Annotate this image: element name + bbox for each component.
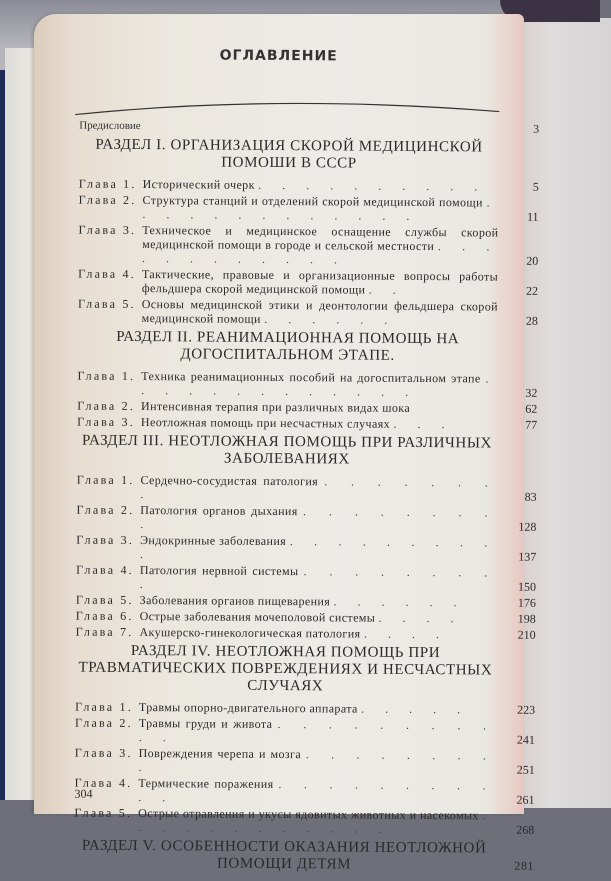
toc-entry-chapter: [74, 775, 535, 807]
section-heading: [74, 837, 535, 875]
page-number: 5: [532, 179, 539, 194]
leader-dots: . . .: [393, 416, 454, 432]
chapter-label: Глава 4.: [74, 775, 133, 790]
leader-dots: . . . . .: [361, 701, 470, 717]
chapter-title: Интенсивная терапия при различных видах шока: [141, 399, 411, 415]
section-title-line: РАЗДЕЛ III. НЕОТЛОЖНАЯ ПОМОЩЬ ПРИ РАЗЛИЧНЫХ: [81, 432, 493, 452]
chapter-title: Эндокринные заболевания: [140, 533, 287, 549]
leader-dots: . . . . . . . . .: [138, 747, 495, 775]
page-title: ОГЛАВЛЕНИЕ: [219, 47, 338, 65]
toc-entry-chapter: [77, 398, 538, 416]
title-rule: [75, 95, 499, 122]
chapter-label: Глава 3.: [77, 414, 135, 430]
leader-dots: . . . . . . . . . . . . .: [142, 195, 499, 223]
leader-dots: . . . . . .: [333, 594, 466, 610]
chapter-label: Глава 5.: [74, 805, 133, 820]
leader-dots: . . . . . . . . . .: [258, 177, 487, 194]
chapter-label: Глава 2.: [76, 502, 135, 518]
toc-page-content: [29, 12, 540, 873]
section-title-line: ТРАВМАТИЧЕСКИХ ПОВРЕЖДЕНИЯХ И НЕСЧАСТНЫХ: [78, 659, 493, 679]
chapter-title: Острые заболевания мочеполовой системы: [139, 609, 376, 625]
page-number: 3: [533, 121, 540, 136]
leader-dots: . .: [368, 282, 405, 297]
chapter-title: Структура станций и отделений скорой медицинской помощи: [142, 193, 483, 210]
toc-entry-chapter: [78, 266, 539, 298]
chapter-label: Глава 1.: [76, 472, 135, 488]
section-title-line: ПОМОШИ В СССР: [221, 154, 357, 172]
page-number: 22: [526, 283, 539, 298]
page-number: 150: [517, 579, 537, 594]
chapter-title: Заболевания органов пищеварения: [139, 593, 331, 609]
page-number: 83: [524, 489, 537, 504]
section-title-line: ПОМОЩИ ДЕТЯМ: [216, 855, 352, 873]
chapter-label: Глава 4.: [76, 562, 134, 578]
chapter-label: Глава 7.: [75, 624, 134, 639]
toc-entry-chapter: [77, 296, 538, 328]
chapter-title: Травмы опорно-двигательного аппарата: [138, 700, 358, 716]
page-number: 241: [516, 732, 535, 747]
section-heading: [78, 329, 498, 366]
leader-dots: . . . . . . . . . . . . .: [141, 371, 498, 399]
section-heading: [77, 433, 497, 470]
leader-dots: . . . . . . . . .: [140, 504, 497, 532]
section-title-line: ДОГОСПИТАЛЬНОМ ЭТАПЕ.: [180, 346, 395, 364]
toc-entry-chapter: [78, 222, 539, 268]
chapter-label: Глава 2.: [74, 715, 133, 730]
toc-entry-chapter: [75, 608, 536, 626]
section-title-line: РАЗДЕЛ II. РЕАНИМАЦИОННАЯ ПОМОЩЬ НА: [116, 328, 460, 348]
toc-entry-chapter: [74, 715, 535, 747]
toc-entry-chapter: [76, 472, 537, 504]
chapter-title: Термические поражения: [138, 776, 274, 791]
section-title-line: СЛУЧАЯХ: [247, 677, 324, 695]
chapter-title: Техническое и медицинское оснащение службы скорой медицинской помощи в городе и сельской местности: [142, 223, 499, 254]
toc-entry-chapter: [77, 368, 538, 400]
page-number: 176: [517, 595, 536, 610]
page-number: 251: [516, 762, 535, 777]
chapter-label: Глава 3.: [78, 222, 137, 238]
leader-dots: . . . . . . . . .: [139, 564, 497, 592]
page-folio: 304: [74, 786, 93, 801]
toc-entry-chapter: [74, 805, 535, 837]
page-number: 261: [516, 792, 535, 807]
chapter-title: Острые отравления и укусы ядовитых животных и насекомых: [138, 806, 479, 823]
section-title-line: РАЗДЕЛ IV. НЕОТЛОЖНАЯ ПОМОЩЬ ПРИ: [130, 642, 441, 662]
chapter-label: Глава 6.: [75, 608, 134, 623]
page-number: 137: [518, 549, 537, 564]
preface-label: Предисловие: [79, 119, 141, 133]
chapter-label: Глава 2.: [77, 398, 136, 414]
toc-entry-chapter: [78, 176, 539, 194]
section-title-line: РАЗДЕЛ I. ОРГАНИЗАЦИЯ СКОРОЙ МЕДИЦИНСКОЙ: [95, 136, 483, 156]
chapter-title: Сердечно-сосудистая патология: [140, 473, 319, 489]
page-number: 223: [517, 702, 536, 717]
leader-dots: . . . .: [378, 610, 463, 626]
chapter-title: Патология органов дыхания: [140, 503, 298, 519]
leader-dots: . . . . . . . . . .: [139, 534, 497, 562]
page-number: 11: [526, 209, 539, 224]
toc-entry-chapter: [76, 562, 537, 594]
chapter-title: Тактические, правовые и организационные вопросы работы фельдшера скорой медицинской помощи: [141, 267, 499, 297]
section-title-line: ЗАБОЛЕВАНИЯХ: [223, 450, 350, 468]
toc-entries: [74, 119, 540, 881]
chapter-label: Глава 4.: [78, 266, 137, 282]
page-number: 28: [525, 313, 538, 328]
chapter-title: Неотложная помощь при несчастных случаях: [140, 415, 391, 431]
leader-dots: . . . . . .: [264, 311, 397, 327]
chapter-title: Исторический очерк: [142, 177, 255, 192]
leader-dots: . . . . . . . . . . .: [138, 777, 495, 805]
leader-dots: . . . . . . . .: [140, 474, 497, 502]
chapter-label: Глава 1.: [78, 176, 137, 192]
toc-entry-chapter: [76, 532, 537, 564]
chapter-title: Основы медицинской этики и деонтологии фельдшера скорой медицинской помощи: [141, 297, 499, 326]
toc-entry-chapter: [75, 624, 536, 642]
chapter-title: Акушерско-гинекологическая патология: [139, 625, 361, 641]
toc-entry-chapter: [76, 502, 537, 534]
toc-entry-preface: [79, 119, 540, 136]
page-number: 77: [525, 417, 538, 432]
leader-dots: . . . .: [363, 626, 448, 642]
toc-entry-chapter: [75, 592, 536, 610]
toc-entry-chapter: [77, 414, 538, 432]
chapter-title: Техника реанимационных пособий на догоспитальном этапе: [141, 369, 481, 386]
chapter-label: Глава 3.: [76, 532, 135, 548]
chapter-title: Повреждения черепа и мозга: [138, 746, 302, 762]
chapter-label: Глава 5.: [77, 296, 136, 312]
chapter-label: Глава 2.: [78, 192, 137, 208]
chapter-label: Глава 1.: [75, 699, 134, 714]
page-number: 281: [514, 858, 535, 873]
chapter-label: Глава 3.: [74, 745, 133, 760]
section-title-line: РАЗДЕЛ V. ОСОБЕННОСТИ ОКАЗАНИЯ НЕОТЛОЖНОЙ: [81, 837, 487, 857]
leader-dots: . . . . . . . . . . . .: [138, 808, 495, 836]
section-heading: [75, 643, 495, 697]
toc-entry-chapter: [74, 745, 535, 777]
chapter-title: Патология нервной системы: [139, 563, 299, 579]
chapter-title: Травмы груди и живота: [138, 716, 273, 731]
page-number: 210: [517, 627, 536, 642]
page-number: 128: [518, 519, 537, 534]
toc-entry-chapter: [75, 699, 536, 717]
leader-dots: . . . . . . . . . . .: [138, 717, 496, 745]
chapter-label: Глава 1.: [77, 368, 136, 384]
page-number: 268: [516, 822, 535, 837]
page-number: 20: [526, 253, 539, 268]
toc-entry-chapter: [78, 192, 539, 224]
page-number: 62: [525, 401, 538, 416]
page-number: 32: [525, 385, 538, 400]
page-number: 198: [517, 611, 536, 626]
chapter-label: Глава 5.: [75, 592, 134, 607]
leader-dots: . . . . . . . . . . . .: [142, 239, 499, 267]
section-heading: [79, 137, 499, 174]
